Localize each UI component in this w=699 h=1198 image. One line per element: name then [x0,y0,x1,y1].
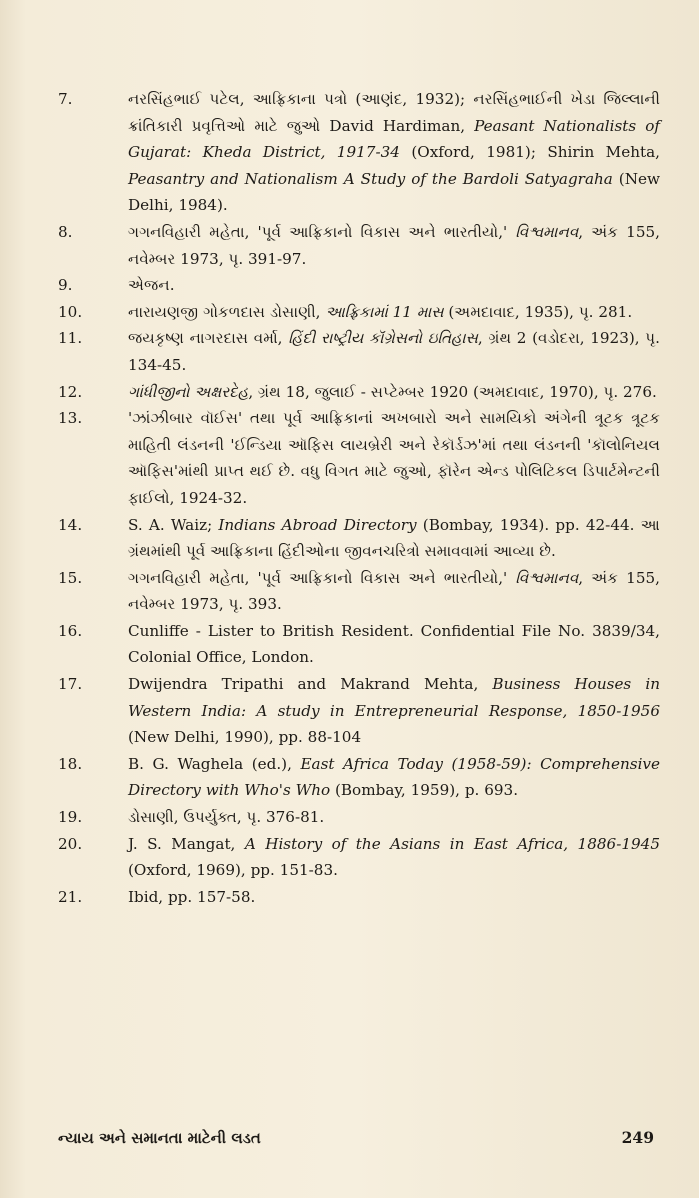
endnote-text-segment: J. S. Mangat, [128,834,245,853]
endnote-text-segment: નરસિંહભાઈ પટેલ, આફ્રિકાના પત્રો (આણંદ, 1932); નરસિંહભાઈની ખેડા જિલ્લાની ક્રાંતિકારી પ્રવૃત્તિઓ માટે જુઓ David Hardiman, [128,90,660,135]
endnote-item [58,751,660,804]
endnote-item [58,618,660,671]
endnote-item [58,379,660,406]
endnote-text [128,565,660,618]
endnote-number: 14. [58,515,83,534]
endnote-text-segment: , ગ્રંથ 18, જુલાઈ - સપ્ટેમ્બર 1920 (અમદાવાદ, 1970), પૃ. 276. [248,382,657,401]
endnote-number: 18. [58,754,83,773]
endnote-item [58,405,660,511]
endnote-text [128,325,660,378]
endnote-title-italic: Peasantry and Nationalism A Study of the Bardoli Satyagraha [128,169,613,188]
endnote-number: 12. [58,382,83,401]
endnote-title-italic: વિશ્વમાનવ [515,568,579,587]
endnote-text [128,512,660,565]
endnote-text-segment: (New Delhi, 1990), pp. 88-104 [128,728,362,747]
endnote-number: 8. [58,222,73,241]
endnote-item [58,884,660,911]
endnote-text-segment: જયકૃષ્ણ નાગરદાસ વર્મા, [128,329,289,348]
endnotes-list [58,86,660,910]
endnote-text [128,804,660,831]
endnote-title-italic: Peasant Nationalists of Gujarat: Kheda District, 1917-34 [128,116,660,162]
endnote-text-segment: S. A. Waiz; [128,515,219,534]
endnote-title-italic: વિશ્વમાનવ [515,222,579,241]
endnote-number: 21. [58,887,83,906]
endnote-title-italic: East Africa Today (1958-59): Comprehensive Directory with Who's Who [128,754,660,800]
endnote-number: 19. [58,808,83,827]
endnote-text-segment: , અંક 155, નવેમ્બર 1973, પૃ. 391-97. [128,222,660,268]
endnote-text-segment: (Oxford, 1981); Shirin Mehta, [399,143,660,162]
endnote-number: 10. [58,302,83,321]
endnote-title-italic: હિંદી રાષ્ટ્રીય કૉંગ્રેસનો ઇતિહાસ [288,329,478,348]
endnote-text-segment: Dwijendra Tripathi and Makrand Mehta, [128,675,493,694]
endnote-text [128,618,660,671]
endnote-title-italic: ગાંધીજીનો અક્ષરદેહ [128,382,249,401]
endnote-text [128,272,660,299]
endnote-text [128,884,660,911]
endnote-item [58,299,660,326]
endnote-number: 17. [58,675,83,694]
endnote-item [58,831,660,884]
endnote-item [58,804,660,831]
endnote-text-segment: (Bombay, 1959), p. 693. [330,781,519,800]
endnote-text [128,831,660,884]
endnote-item [58,512,660,565]
endnote-title-italic: A History of the Asians in East Africa, 1886-1945 [244,834,660,853]
endnote-title-italic: Indians Abroad Directory [218,515,417,534]
endnote-number: 11. [58,329,83,348]
page-number: 249 [621,1128,654,1147]
endnote-text-segment: એજન. [128,276,175,295]
endnote-item [58,671,660,751]
endnote-number: 9. [58,276,73,295]
endnote-text [128,751,660,804]
running-footer-title: ન્યાય અને સમાનતા માટેની લડત [58,1129,261,1147]
endnote-text-segment: , ગ્રંથ 2 (વડોદરા, 1923), પૃ. 134-45. [128,329,660,374]
endnote-text-segment: ડોસાણી, ઉપર્યુક્ત, પૃ. 376-81. [128,808,325,827]
endnote-text-segment: Ibid, pp. 157-58. [128,887,256,906]
endnote-text-segment: 'ઝાંઝીબાર વૉઈસ' તથા પૂર્વ આફ્રિકાનાં અખબારો અને સામયિકો અંગેની ત્રૂટક ત્રૂટક માહિતી લંડનની 'ઈન્ડિયા ઑફિસ લાયબ્રેરી અને રેકૉર્ડઝ'માં તથા લંડનની 'કૉલોનિયલ ઑફિસ'માંથી પ્રાપ્ત થઈ છે. વધુ વિગત માટે જુઓ, ફૉરેન એન્ડ પોલિટિકલ ડિપાર્ટમેન્ટની ફાઈલો, 1924-32. [128,409,660,507]
endnote-text-segment: ગગનવિહારી મહેતા, 'પૂર્વ આફ્રિકાનો વિકાસ અને ભારતીયો,' [128,568,516,587]
endnote-text-segment: Cunliffe - Lister to British Resident. Confidential File No. 3839/34, Colonial Office, London. [128,621,660,667]
endnote-title-italic: Business Houses in Western India: A study in Entrepreneurial Response, 1850-1956 [128,675,660,720]
endnote-item [58,219,660,272]
endnote-number: 15. [58,568,83,587]
endnote-text-segment: (Bombay, 1934). pp. 42-44. આ ગ્રંથમાંથી પૂર્વ આફ્રિકાના હિંદીઓના જીવનચરિત્રો સમાવવામાં આવ્યા છે. [128,515,660,561]
endnote-text [128,299,660,326]
endnote-number: 20. [58,834,83,853]
endnote-number: 7. [58,90,73,108]
endnote-text [128,379,660,406]
endnote-item [58,86,660,219]
endnote-text-segment: ગગનવિહારી મહેતા, 'પૂર્વ આફ્રિકાનો વિકાસ અને ભારતીયો,' [128,222,516,241]
endnote-text-segment: B. G. Waghela (ed.), [128,754,301,773]
endnote-text-segment: નારાયણજી ગોકળદાસ ડોસાણી, [128,302,326,321]
page-footer [58,1128,660,1147]
endnote-text [128,86,660,219]
endnote-text [128,219,660,272]
endnote-text-segment: (અમદાવાદ, 1935), પૃ. 281. [443,302,633,321]
endnote-title-italic: આફ્રિકામાં 11 માસ [325,302,444,321]
endnote-number: 16. [58,621,83,640]
endnote-text [128,671,660,751]
endnote-item [58,325,660,378]
endnote-number: 13. [58,409,83,428]
endnote-text-segment: (New Delhi, 1984). [128,169,660,215]
endnote-text [128,405,660,511]
endnote-item [58,272,660,299]
endnote-item [58,565,660,618]
endnote-text-segment: (Oxford, 1969), pp. 151-83. [128,861,338,880]
endnote-text-segment: , અંક 155, નવેમ્બર 1973, પૃ. 393. [128,568,660,614]
